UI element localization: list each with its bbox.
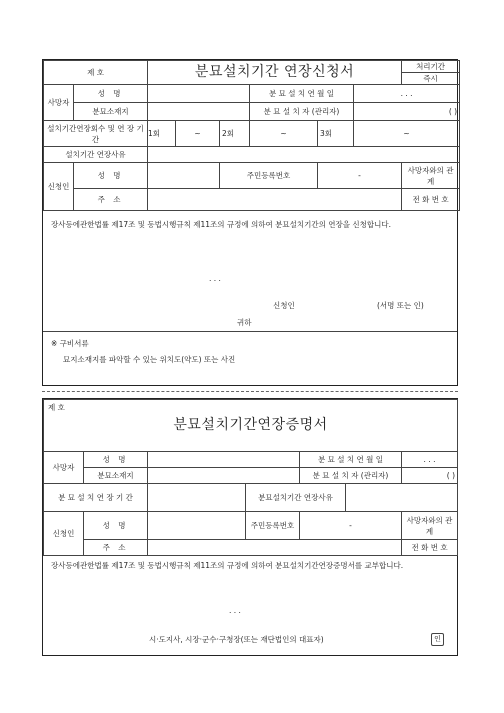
grave-location-field[interactable]: [148, 103, 250, 121]
relation-label: 사망자와의 관 계: [402, 163, 460, 189]
certificate-date: . . .: [229, 606, 241, 615]
extension-3-label: 3회: [318, 121, 354, 147]
doc-number-label: 제 호: [44, 61, 148, 85]
extension-count-label: 설치기간연장회수 및 연 장 기 간: [44, 121, 148, 147]
application-table: [43, 60, 460, 211]
applicant-name-field[interactable]: [148, 512, 246, 540]
rrn-label: 주민등록번호: [220, 163, 318, 189]
extension-reason-label: 분묘설치기간 연장사유: [246, 484, 346, 512]
extension-2-label: 2회: [220, 121, 250, 147]
applicant-name-label: 성 명: [74, 163, 148, 189]
rrn-field[interactable]: -: [300, 512, 402, 540]
applicant-signature-label: 신청인: [273, 301, 295, 310]
certificate-title: 분묘설치기간연장증명서: [173, 416, 328, 433]
extension-2-field[interactable]: ~: [250, 121, 318, 147]
extension-application-form: [42, 59, 458, 386]
grave-location-label: 분묘소재지: [84, 468, 148, 484]
application-body: [43, 211, 457, 386]
seal-mark: 인: [431, 633, 444, 646]
divider: [43, 331, 457, 332]
installer-field[interactable]: ( ): [402, 468, 458, 484]
extension-1-label: 1회: [148, 129, 161, 138]
application-statement: 장사등에관한법률 제17조 및 동법시행규칙 제11조의 규정에 의하여 분묘설치기간의 연장을 신청합니다.: [51, 220, 391, 229]
reason-label: 설치기간 연장사유: [44, 147, 148, 163]
extension-period-label: 분 묘 설 치 연 장 기 간: [44, 484, 148, 512]
rrn-field[interactable]: -: [318, 163, 402, 189]
address-field[interactable]: [148, 540, 402, 556]
burial-date-field[interactable]: . . .: [354, 85, 460, 103]
required-documents-title: ※ 구비서류: [51, 339, 89, 348]
issuer-label: 시·도지사, 시장·군수·구청장(또는 재단법인의 대표자): [149, 635, 324, 644]
processing-period-value: 즉시: [423, 74, 438, 83]
deceased-name-field[interactable]: [148, 85, 250, 103]
deceased-name-label: 성 명: [84, 452, 148, 468]
burial-date-label: 분 묘 설 치 연 월 일: [300, 452, 402, 468]
applicant-label: 신청인: [44, 512, 84, 556]
installer-label: 분 묘 설 치 자 (관리자): [300, 468, 402, 484]
relation-label: 사망자와의 관 계: [402, 512, 458, 540]
page-title: 분묘설치기간 연장신청서: [148, 61, 402, 85]
required-documents-item: 묘지소재지를 파악할 수 있는 위치도(약도) 또는 사진: [63, 355, 236, 364]
deceased-name-label: 성 명: [74, 85, 148, 103]
certificate-table: [43, 399, 458, 556]
extension-3-field[interactable]: ~: [354, 121, 460, 147]
installer-field[interactable]: ( ): [354, 103, 460, 121]
deceased-label: 사망자: [44, 452, 84, 484]
address-field[interactable]: [148, 189, 402, 211]
cut-line: [42, 391, 458, 392]
recipient-honorific: 귀하: [237, 318, 252, 327]
burial-date-label: 분 묘 설 치 연 월 일: [250, 85, 354, 103]
installer-label: 분 묘 설 치 자 (관리자): [250, 103, 354, 121]
grave-location-field[interactable]: [148, 468, 300, 484]
phone-label: 전 화 번 호: [402, 540, 458, 556]
address-label: 주 소: [84, 540, 148, 556]
signature-note: (서명 또는 인): [377, 301, 424, 310]
deceased-label: 사망자: [44, 85, 74, 121]
extension-1-field[interactable]: ~: [176, 121, 220, 147]
grave-location-label: 분묘소재지: [74, 103, 148, 121]
extension-certificate-form: [42, 398, 458, 656]
extension-period-field[interactable]: [148, 484, 246, 512]
application-date: . . .: [209, 274, 221, 283]
doc-number-label: 제 호: [48, 403, 65, 412]
processing-period-label: 처리기간: [402, 61, 459, 73]
address-label: 주 소: [74, 189, 148, 211]
certificate-statement: 장사등에관한법률 제17조 및 동법시행규칙 제11조의 규정에 의하여 분묘설치기간연장증명서를 교부합니다.: [51, 561, 404, 570]
phone-label: 전 화 번 호: [402, 189, 460, 211]
burial-date-field[interactable]: . . .: [402, 452, 458, 468]
reason-field[interactable]: [148, 147, 460, 163]
certificate-body: [43, 556, 457, 656]
extension-reason-field[interactable]: [346, 484, 458, 512]
rrn-label: 주민등록번호: [246, 512, 300, 540]
applicant-name-label: 성 명: [84, 512, 148, 540]
deceased-name-field[interactable]: [148, 452, 300, 468]
applicant-name-field[interactable]: [148, 163, 220, 189]
applicant-label: 신청인: [44, 163, 74, 211]
